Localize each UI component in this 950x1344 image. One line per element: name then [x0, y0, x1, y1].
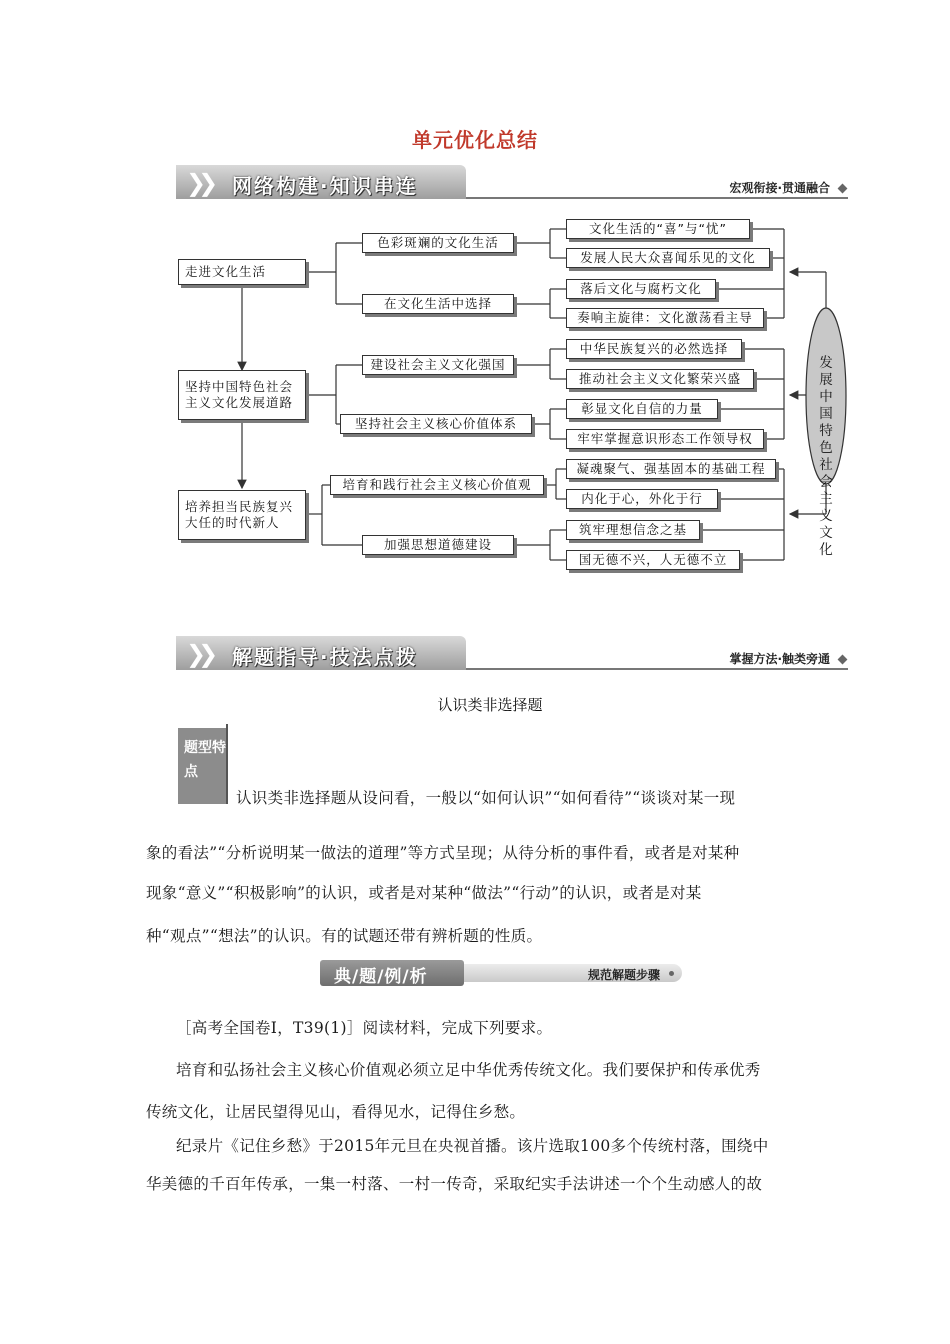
- node-level3-1: 发展人民大众喜闻乐见的文化: [566, 248, 770, 268]
- section-subtitle: 认识类非选择题: [437, 696, 543, 714]
- banner-title: 网络构建·知识串连: [232, 174, 418, 198]
- double-chevron-icon: ❯❯: [186, 640, 211, 668]
- node-level2-3: 坚持社会主义核心价值体系: [340, 414, 532, 434]
- question-source: ［高考全国卷Ⅰ，T39(1)］阅读材料，完成下列要求。: [176, 1019, 553, 1037]
- banner-subtitle: 宏观衔接·贯通融合: [729, 181, 830, 195]
- node-level3-11: 国无德不兴，人无德不立: [566, 550, 740, 570]
- page-title: 单元优化总结: [412, 128, 538, 152]
- question-type-tag: 题型特点: [178, 728, 226, 804]
- banner-title: 解题指导·技法点拨: [232, 645, 418, 669]
- paragraph-line: 象的看法”“分析说明某一做法的道理”等方式呈现；从待分析的事件看，或者是对某种: [146, 844, 740, 862]
- banner-rule: [466, 668, 848, 670]
- example-subtitle: 规范解题步骤: [587, 968, 660, 982]
- node-level2-1: 在文化生活中选择: [362, 294, 514, 314]
- node-level3-0: 文化生活的“喜”与“忧”: [566, 219, 750, 239]
- dot-icon: [669, 971, 674, 976]
- node-level3-6: 彰显文化自信的力量: [566, 399, 718, 419]
- question-line: 纪录片《记住乡愁》于2015年元旦在央视首播。该片选取100多个传统村落，围绕中: [176, 1137, 769, 1155]
- node-level1-2: 培养担当民族复兴大任的时代新人: [178, 490, 306, 540]
- node-level3-7: 牢牢掌握意识形态工作领导权: [566, 429, 764, 449]
- paragraph-line: 种“观点”“想法”的认识。有的试题还带有辨析题的性质。: [146, 927, 543, 945]
- paragraph-line: 认识类非选择题从设问看，一般以“如何认识”“如何看待”“谈谈对某一现: [236, 789, 736, 807]
- node-level3-5: 推动社会主义文化繁荣兴盛: [566, 369, 754, 389]
- banner-subtitle: 掌握方法·触类旁通: [729, 652, 830, 666]
- node-level3-3: 奏响主旋律：文化激荡看主导: [566, 308, 764, 328]
- node-level1-1: 坚持中国特色社会主义文化发展道路: [178, 370, 306, 420]
- node-level2-0: 色彩斑斓的文化生活: [362, 233, 514, 253]
- node-level2-2: 建设社会主义文化强国: [362, 355, 514, 375]
- example-banner: [320, 960, 682, 986]
- example-tab: [320, 960, 464, 986]
- node-level1-0: 走进文化生活: [178, 259, 306, 285]
- question-line: 传统文化，让居民望得见山，看得见水，记得住乡愁。: [146, 1103, 526, 1121]
- node-level2-4: 培育和践行社会主义核心价值观: [330, 475, 544, 495]
- node-level3-2: 落后文化与腐朽文化: [566, 279, 716, 299]
- diamond-icon: [838, 655, 848, 665]
- tag-divider: [226, 724, 228, 804]
- oval-label: 发展中国特色社会主义文化: [819, 355, 833, 558]
- node-level3-9: 内化于心，外化于行: [566, 489, 718, 509]
- section-banner-methods: [176, 636, 848, 674]
- node-level3-10: 筑牢理想信念之基: [566, 520, 700, 540]
- paragraph-line: 现象“意义”“积极影响”的认识，或者是对某种“做法”“行动”的认识，或者是对某: [146, 884, 702, 902]
- node-level2-5: 加强思想道德建设: [362, 535, 514, 555]
- node-level3-8: 凝魂聚气、强基固本的基础工程: [566, 459, 776, 479]
- node-level3-4: 中华民族复兴的必然选择: [566, 339, 742, 359]
- banner-tab: [176, 636, 466, 670]
- double-chevron-icon: ❯❯: [186, 169, 211, 197]
- example-title: 典/题/例/析: [334, 967, 428, 987]
- question-line: 华美德的千百年传承，一集一村落、一村一传奇，采取纪实手法讲述一个个生动感人的故: [146, 1175, 763, 1193]
- question-line: 培育和弘扬社会主义核心价值观必须立足中华优秀传统文化。我们要保护和传承优秀: [176, 1061, 761, 1079]
